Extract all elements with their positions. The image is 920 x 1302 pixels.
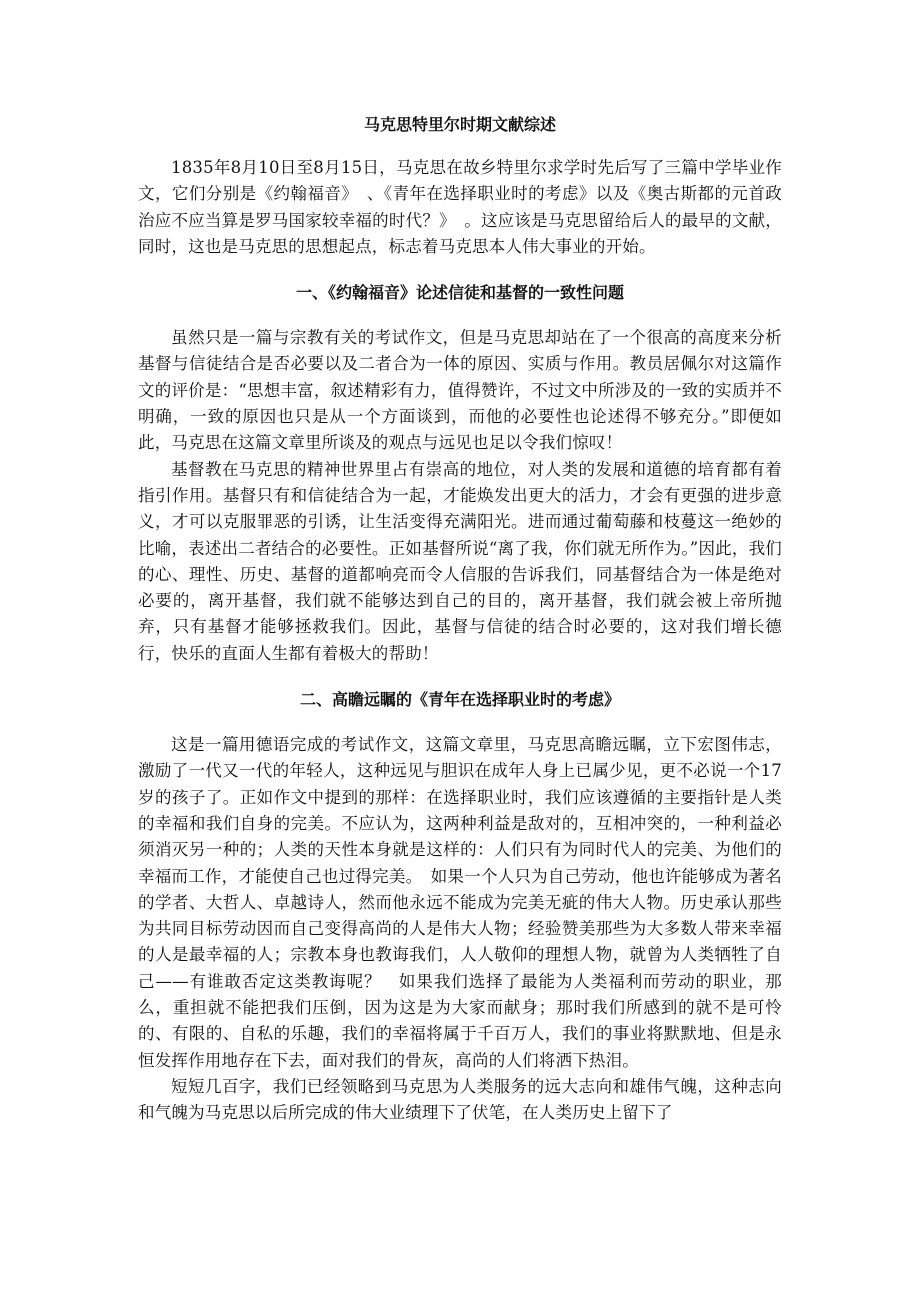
section-1-heading: 一、《约翰福音》论述信徒和基督的一致性问题	[295, 283, 624, 303]
section-1-paragraph-2: 基督教在马克思的精神世界里占有崇高的地位，对人类的发展和道德的培育都有着指引作用。基督只有和信徒结合为一起，才能焕发出更大的活力，才会有更强的进步意义，才可以克服罪恶的引诱，让生活变得充满阳光。进而通过葡萄藤和枝蔓这一绝妙的比喻，表述出二者结合的必要性。正如基督所说“离了我，你们就无所作为。”因此，我们的心、理性、历史、基督的道都响亮而令人信服的告诉我们，同基督结合为一体是绝对必要的，离开基督，我们就不能够达到自己的目的，离开基督，我们就会被上帝所抛弃，只有基督才能够拯救我们。因此，基督与信徒的结合时必要的，这对我们增长德行，快乐的直面人生都有着极大的帮助！	[138, 459, 782, 663]
section-2-paragraph-1: 这是一篇用德语完成的考试作文，这篇文章里，马克思高瞻远瞩，立下宏图伟志，激励了一代又一代的年轻人，这种远见与胆识在成年人身上已属少见，更不必说一个17岁的孩子了。正如作文中提到的那样：在选择职业时，我们应该遵循的主要指针是人类的幸福和我们自身的完美。不应认为，这两种利益是敌对的，互相冲突的，一种利益必须消灭另一种的；人类的天性本身就是这样的：人们只有为同时代人的完美、为他们的幸福而工作，才能使自己也过得完美。 如果一个人只为自己劳动，他也许能够成为著名的学者、大哲人、卓越诗人，然而他永远不能成为完美无疵的伟大人物。历史承认那些为共同目标劳动因而自己变得高尚的人是伟大人物；经验赞美那些为大多数人带来幸福的人是最幸福的人；宗教本身也教诲我们，人人敬仰的理想人物，就曾为人类牺牲了自己——有谁敢否定这类教诲呢？ 如果我们选择了最能为人类福利而劳动的职业，那么，重担就不能把我们压倒，因为这是为大家而献身；那时我们所感到的就不是可怜的、有限的、自私的乐趣，我们的幸福将属于千百万人，我们的事业将默默地、但是永恒发挥作用地存在下去，面对我们的骨灰，高尚的人们将洒下热泪。	[138, 735, 782, 1070]
section-2-paragraph-2: 短短几百字，我们已经领略到马克思为人类服务的远大志向和雄伟气魄，这种志向和气魄为马克思以后所完成的伟大业绩理下了伏笔，在人类历史上留下了	[138, 1076, 782, 1123]
section-1-paragraph-1: 虽然只是一篇与宗教有关的考试作文，但是马克思却站在了一个很高的高度来分析基督与信徒结合是否必要以及二者合为一体的原因、实质与作用。教员居佩尔对这篇作文的评价是：“思想丰富，叙述精彩有力，值得赞许，不过文中所涉及的一致的实质并不明确，一致的原因也只是从一个方面谈到，而他的必要性也论述得不够充分。”即便如此，马克思在这篇文章里所谈及的观点与远见也足以令我们惊叹！	[138, 328, 782, 453]
section-2-heading: 二、高瞻远瞩的《青年在选择职业时的考虑》	[299, 690, 620, 710]
document-title: 马克思特里尔时期文献综述	[363, 115, 556, 134]
document-page	[138, 112, 782, 1127]
intro-paragraph: 1835年8月10日至8月15日，马克思在故乡特里尔求学时先后写了三篇中学毕业作文，它们分别是《约翰福音》 、《青年在选择职业时的考虑》以及《奥古斯都的元首政治应不应当算是罗马国家较幸福的时代？》 。这应该是马克思留给后人的最早的文献，同时，这也是马克思的思想起点，标志着马克思本人伟大事业的开始。	[138, 158, 782, 256]
